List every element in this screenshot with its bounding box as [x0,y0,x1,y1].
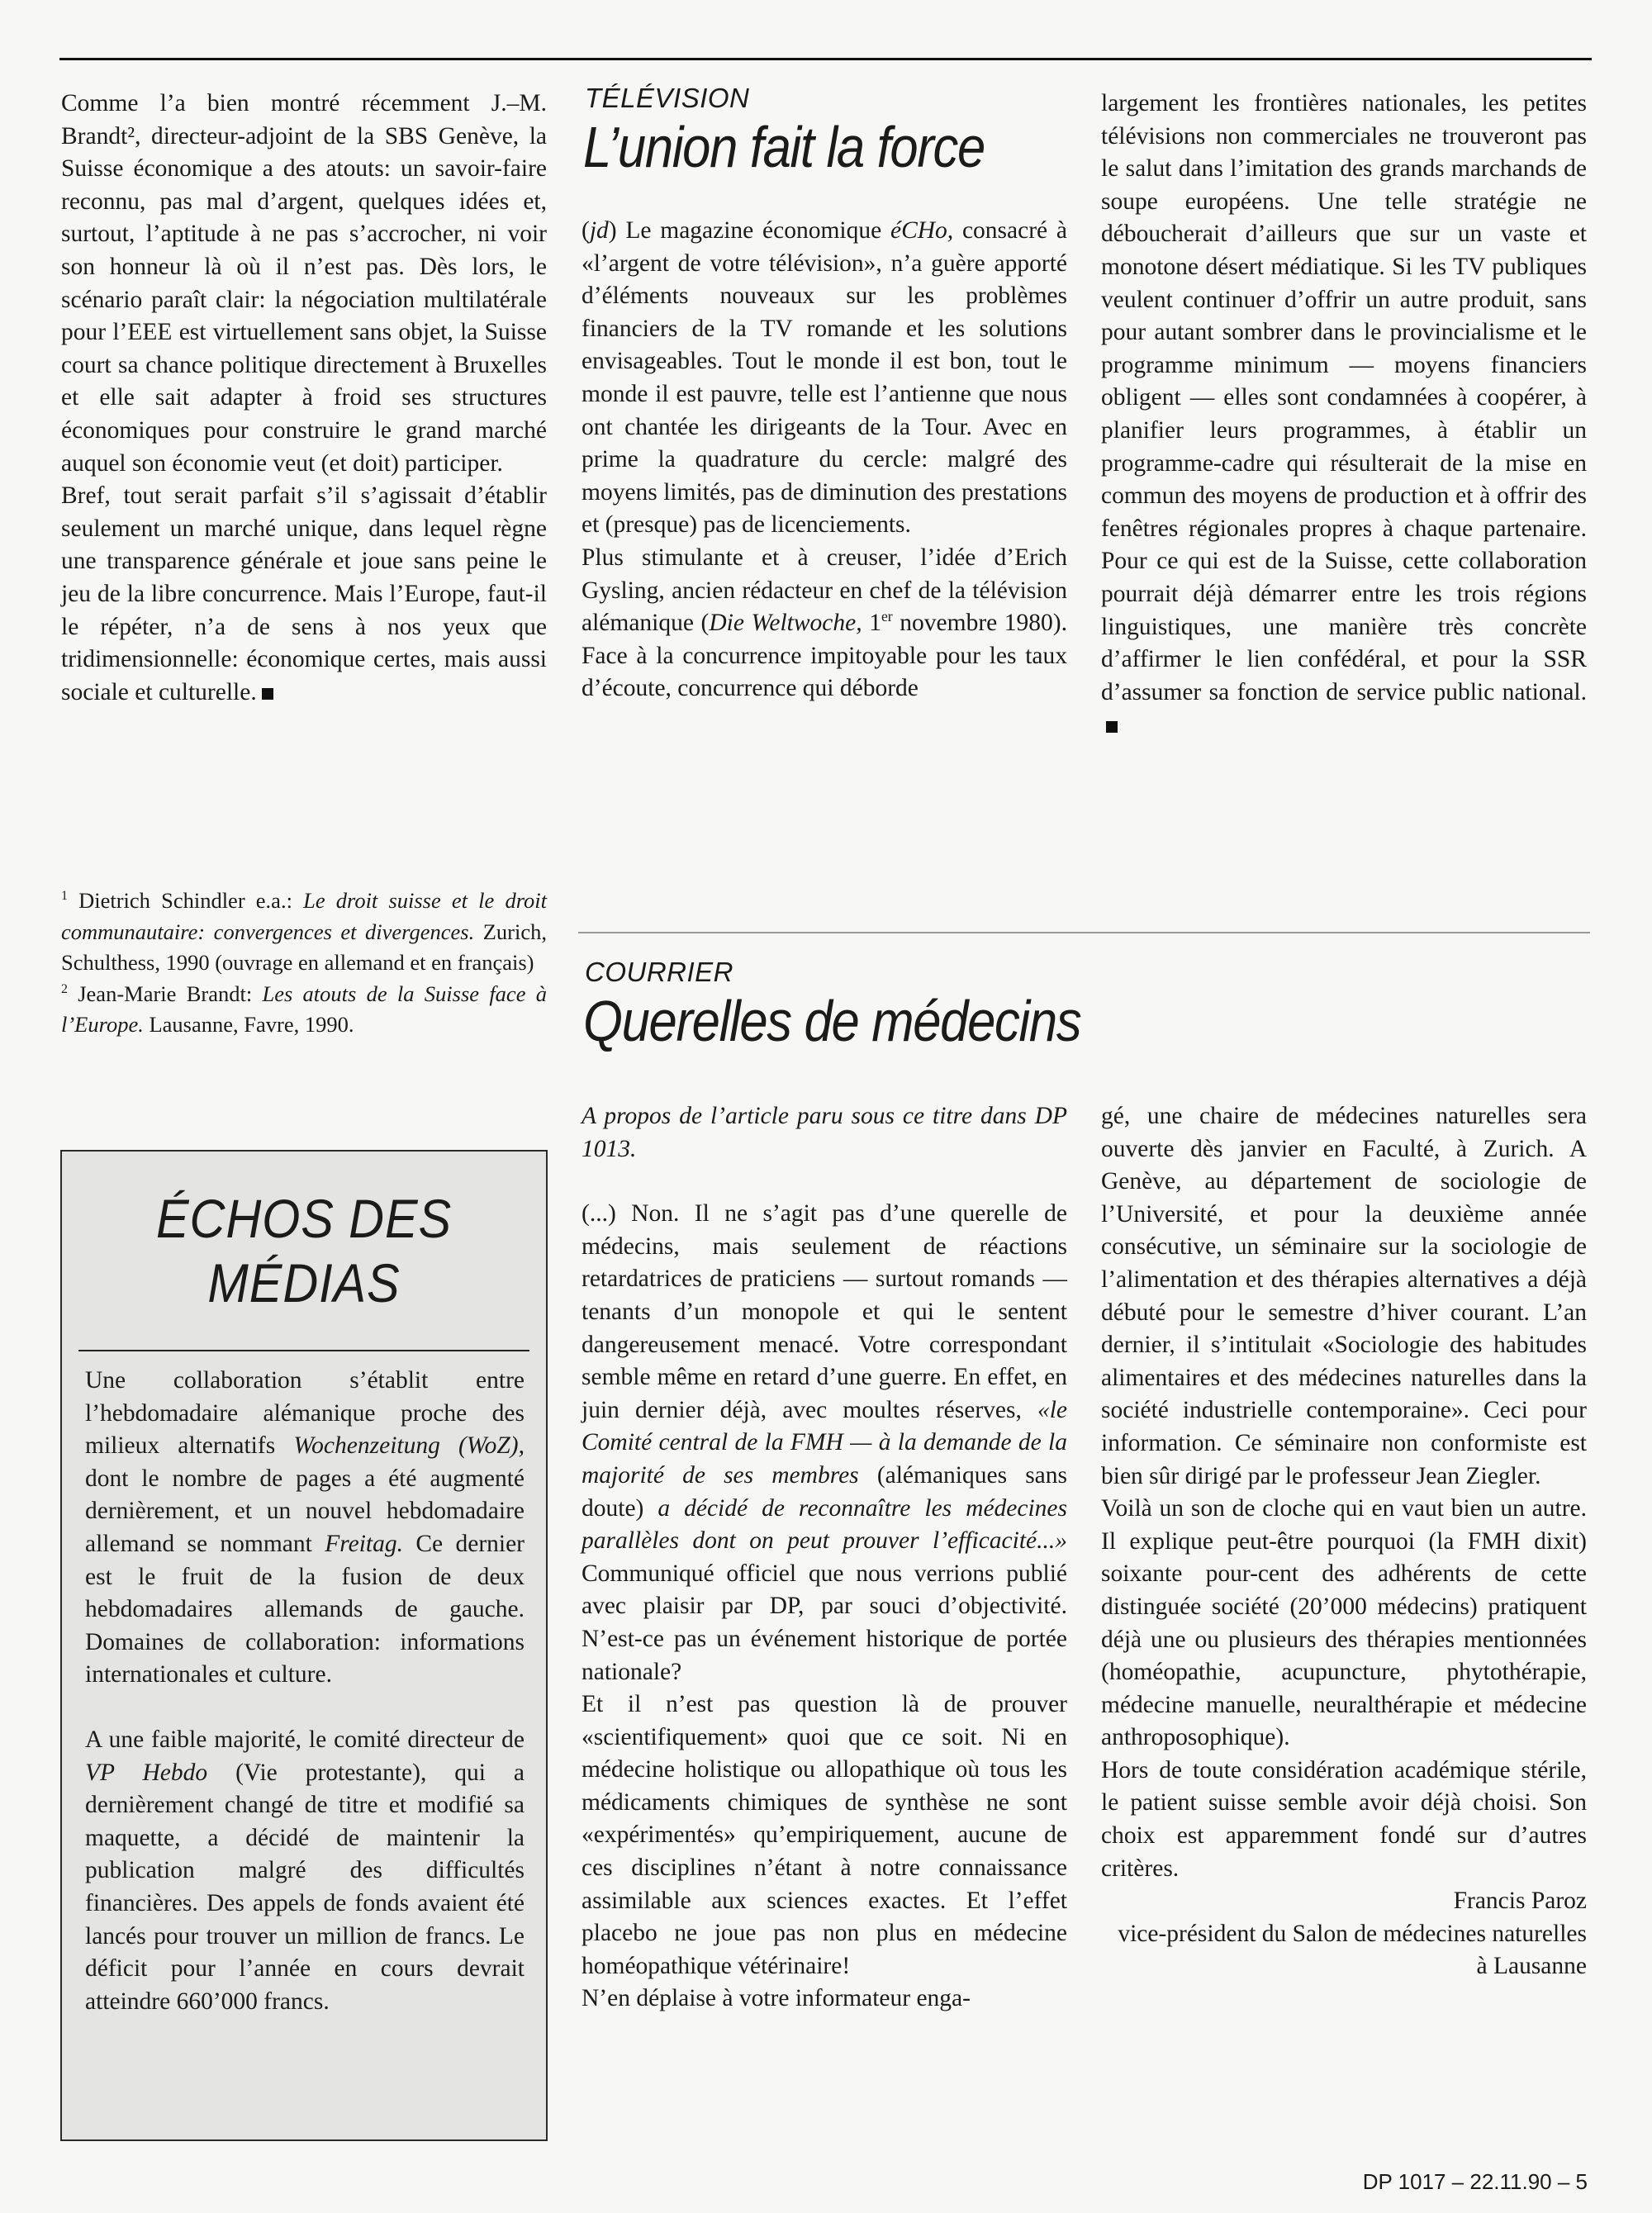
television-column-2 [1101,88,1587,742]
television-paragraph-3 [1101,88,1587,742]
end-mark-icon [1106,721,1118,733]
echos-paragraph-1 [85,1365,525,1692]
footnote-1-mark: 1 [61,889,68,904]
courrier-p1-b: (alémaniques sans doute) [582,1461,1068,1522]
tv-weltwoche: Die Weltwoche, [709,610,862,637]
europe-paragraph-1: Comme l’a bien montré récemment J.–M. Brandt², directeur-adjoint de la SBS Genève, la Suisse économique a des atouts: un savoir-faire reconnu, pas mal d’argent, quelques idées et, surtout, l’aptitude à ne pas s’accrocher, ni voir son honneur là où il n’est pas. Dès lors, le scénario paraît clair: la négociation multilatérale pour l’EEE est virtuellement sans objet, la Suisse court sa chance politique directement à Bruxelles et elle sait adapter à froid ses structures économiques pour construire le grand marché auquel son économie veut (et doit) participer. [61,90,547,477]
echos-p2-vp-hebdo: VP Hebdo [85,1759,208,1786]
footnote-2-title: Les atouts de la Suisse face à l’Europe. [61,981,547,1037]
echos-medias-box [60,1150,548,2141]
echos-p1-a: Une collaboration s’établit entre l’hebdomadaire alémanique proche des milieux alternatifs [85,1367,525,1460]
courrier-p1-c: Communiqué officiel que nous verrions publié avec plaisir par DP, par souci d’objectivité. N’est-ce pas un événement historique de portée nationale? [582,1560,1067,1685]
footnote-1-publisher: Zurich, Schulthess, 1990 (ouvrage en allemand et en français) [61,919,547,975]
echos-p2-a: A une faible majorité, le comité directeur de [85,1726,525,1753]
courrier-paragraph-3: N’en déplaise à votre informateur enga- [582,1985,971,2012]
footnote-1 [61,886,547,979]
television-paragraph-1 [582,215,1067,542]
courrier-paragraph-2: Et il n’est pas question là de prouver «scientifiquement» quoi que ce soit. Ni en médecine holistique ou allopathique où tous les médicaments chimiques de synthèse ne sont «expérimentés» qu’empiriquement, aucune de ces disciplines n’étant à notre connaissance assimilable aux sciences exactes. Et l’effet placebo ne joue pas non plus en médecine homéopathique vétérinaire! [582,1691,1067,1979]
courrier-paragraph-4: gé, une chaire de médecines naturelles sera ouverte dès janvier en Faculté, à Zurich. A Genève, au département de sociologie de l’Université, et pour la deuxième année consécutive, un séminaire sur la sociologie de l’alimentation et des thérapies alternatives a déjà débuté pour le semestre d’hiver courant. L’an dernier, il s’intitulait «Sociologie des habitudes alimentaires et des médecines naturelles dans la société industrielle contemporaine». Ceci pour information. Ce séminaire non conformiste est bien sûr dirigé par le professeur Jean Ziegler. [1101,1103,1587,1489]
television-kicker: TÉLÉVISION [585,83,750,113]
tv-p3-text: largement les frontières nationales, les petites télévisions non commerciales ne trouveront pas le salut dans l’imitation des grands marchands de soupe européens. Une telle stratégie ne déboucherait d’ailleurs que sur un vaste et monotone désert médiatique. Si les TV publiques veulent continuer d’offrir un autre produit, sans pour autant sombrer dans le provincialisme et le programme minimum — moyens financiers obligent — elles sont condamnées à coopérer, à planifier leurs programmes, à établir un programme-cadre qui résulterait de la mise en commun des moyens de production et à offrir des fenêtres régionales propres à chaque partenaire. Pour ce qui est de la Suisse, cette collaboration pourrait déjà démarrer entre les trois régions linguistiques, une manière très concrète d’affirmer le lien confédéral, et pour la SSR d’assumer sa fonction de service public national. [1101,90,1587,705]
tv-magazine-name: éCHo, [890,217,954,244]
echos-p1-c: Ce dernier est le fruit de la fusion de deux hebdomadaires allemands de gauche. Domaines de collaboration: informations internationales et culture. [85,1530,525,1688]
section-divider [578,932,1590,933]
courrier-paragraph-5: Voilà un son de cloche qui en vaut bien un autre. Il explique peut-être pourquoi (la FMH dixit) soixante pour-cent des adhérents de cette distinguée société (20’000 médecins) pratiquent déjà une ou plusieurs des thérapies mentionnées (homéopathie, acupuncture, phytothérapie, médecine manuelle, neuralthérapie et médecine anthroposophique). [1101,1495,1587,1751]
page-folio: DP 1017 – 22.11.90 – 5 [1362,2169,1588,2194]
column-europe-continuation [61,88,547,709]
courrier-paragraph-6: Hors de toute considération académique stérile, le patient suisse semble avoir déjà choisi. Son choix est apparemment fondé sur d’autres critères. [1101,1756,1587,1882]
tv-author-initials: jd [589,217,609,244]
tv-p1-b: ) Le magazine économique [608,217,882,244]
television-column-1 [582,215,1067,705]
end-mark-icon [262,688,273,700]
echos-medias-title [86,1186,521,1315]
tv-p2-c: novembre 1980). Face à la concurrence impitoyable pour les taux d’écoute, concurrence qui déborde [582,610,1068,702]
echos-p1-b: dont le nombre de pages a été augmenté dernièrement, et un nouvel hebdomadaire allemand se nommant [85,1465,525,1557]
echos-title-line-2: MÉDIAS [207,1252,401,1313]
tv-p2-sup: er [881,608,893,625]
europe-paragraph-2 [61,480,547,709]
top-rule [59,58,1592,60]
courrier-headline: Querelles de médecins [583,989,1081,1053]
footnote-2-publisher: Lausanne, Favre, 1990. [149,1012,354,1037]
courrier-quote-2: a décidé de reconnaître les médecines parallèles dont on peut prouver l’efficacité...» [582,1494,1067,1555]
echos-box-rule [78,1350,529,1351]
europe-paragraph-2-text: Bref, tout serait parfait s’il s’agissait d’établir seulement un marché unique, dans lequel règne une transparence générale et joue sans peine le jeu de la libre concurrence. Mais l’Europe, faut-il le répéter, n’a de sens à nos yeux que tridimensionnelle: économique certes, mais aussi sociale et culturelle. [61,482,547,705]
tv-p2-b: 1 [869,610,881,637]
courrier-intro: A propos de l’article paru sous ce titre dans DP 1013. [582,1103,1067,1162]
courrier-column-1 [582,1100,1067,2016]
footnote-2-author: Jean-Marie Brandt: [78,981,253,1006]
echos-paragraph-2 [85,1724,525,2018]
echos-box-text [85,1365,525,2018]
footnote-2 [61,979,547,1041]
echos-p1-wochenzeitung: Wochenzeitung (WoZ), [293,1432,525,1460]
television-headline: L’union fait la force [583,115,985,179]
footnotes [61,886,547,1041]
echos-p2-b: (Vie protestante), qui a dernièrement changé de titre et modifié sa maquette, a décidé de maintenir la publication malgré des difficultés financières. Des appels de fonds avaient été lancés pour trouver un million de francs. Le déficit pour l’année en cours devrait atteindre 660’000 francs. [85,1759,525,2015]
tv-p1-open: ( [582,217,590,244]
footnote-1-title: Le droit suisse et le droit communautaire: convergences et divergences. [61,888,548,944]
paragraph-gap [582,1166,1067,1198]
footnote-1-author: Dietrich Schindler e.a.: [78,888,292,913]
echos-p1-freitag: Freitag. [325,1530,403,1557]
footnote-2-mark: 2 [61,981,68,996]
tv-p2-a: Plus stimulante et à creuser, l’idée d’Erich Gysling, ancien rédacteur en chef de la télévision alémanique ( [582,544,1067,637]
courrier-kicker: COURRIER [585,957,734,987]
courrier-column-2 [1101,1100,1587,1983]
television-paragraph-2 [582,542,1067,705]
courrier-p1-a: (...) Non. Il ne s’agit pas d’une querelle de médecins, mais seulement de réactions retardatrices de praticiens — surtout romands — tenants d’un monopole et qui le sentent dangereusement menacé. Votre correspondant semble même en retard d’une guerre. En effet, en juin dernier déjà, avec moultes réserves, [582,1200,1067,1423]
signature-role: vice-président du Salon de médecines naturelles à Lausanne [1118,1920,1587,1980]
echos-title-line-1: ÉCHOS DES [156,1188,452,1249]
courrier-paragraph-1 [582,1198,1067,1688]
tv-p1-c: consacré à «l’argent de votre télévision», n’a guère apporté d’éléments nouveaux sur les problèmes financiers de la TV romande et les solutions envisageables. Tout le monde il est bon, tout le monde il est pauvre, telle est l’antienne que nous ont chantée les dirigeants de la Tour. Avec en prime la quadrature du cercle: malgré des moyens limités, pas de diminution des prestations et (presque) pas de licenciements. [582,217,1067,539]
courrier-quote-1: «le Comité central de la FMH — à la demande de la majorité de ses membres [582,1396,1067,1489]
signature-name: Francis Paroz [1453,1888,1587,1915]
